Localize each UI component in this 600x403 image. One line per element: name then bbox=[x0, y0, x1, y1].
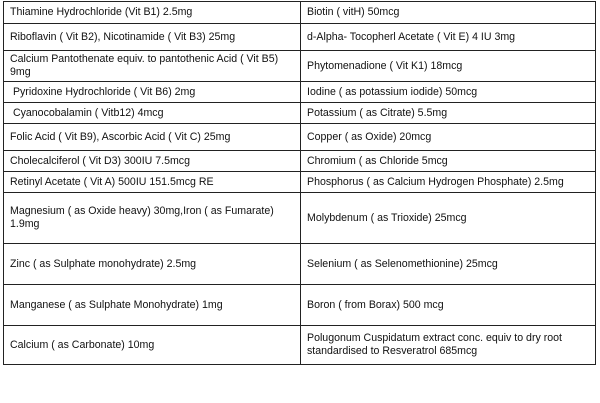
table-row bbox=[4, 151, 596, 172]
ingredient-cell-right: Potassium ( as Citrate) 5.5mg bbox=[301, 103, 596, 124]
ingredient-cell-right: Copper ( as Oxide) 20mcg bbox=[301, 124, 596, 151]
ingredient-cell-right: Phytomenadione ( Vit K1) 18mcg bbox=[301, 51, 596, 82]
table-row bbox=[4, 285, 596, 326]
ingredient-cell-left: Cholecalciferol ( Vit D3) 300IU 7.5mcg bbox=[4, 151, 301, 172]
table-row bbox=[4, 172, 596, 193]
table-row bbox=[4, 326, 596, 365]
ingredient-cell-right: Polugonum Cuspidatum extract conc. equiv to dry root standardised to Resveratrol 685mcg bbox=[301, 326, 596, 365]
table-row bbox=[4, 244, 596, 285]
ingredient-cell-left: Riboflavin ( Vit B2), Nicotinamide ( Vit B3) 25mg bbox=[4, 24, 301, 51]
ingredient-cell-right: Biotin ( vitH) 50mcg bbox=[301, 2, 596, 24]
table-row bbox=[4, 24, 596, 51]
ingredient-cell-left: Calcium ( as Carbonate) 10mg bbox=[4, 326, 301, 365]
ingredient-cell-left: Magnesium ( as Oxide heavy) 30mg,Iron ( as Fumarate) 1.9mg bbox=[4, 193, 301, 244]
ingredient-cell-left: Thiamine Hydrochloride (Vit B1) 2.5mg bbox=[4, 2, 301, 24]
ingredient-cell-right: d-Alpha- Tocopherl Acetate ( Vit E) 4 IU 3mg bbox=[301, 24, 596, 51]
ingredient-cell-left: Zinc ( as Sulphate monohydrate) 2.5mg bbox=[4, 244, 301, 285]
table-row bbox=[4, 103, 596, 124]
ingredient-cell-right: Iodine ( as potassium iodide) 50mcg bbox=[301, 82, 596, 103]
table-row bbox=[4, 193, 596, 244]
ingredients-table bbox=[3, 1, 596, 365]
ingredient-cell-right: Boron ( from Borax) 500 mcg bbox=[301, 285, 596, 326]
ingredient-cell-right: Chromium ( as Chloride 5mcg bbox=[301, 151, 596, 172]
ingredient-cell-right: Molybdenum ( as Trioxide) 25mcg bbox=[301, 193, 596, 244]
ingredient-cell-right: Phosphorus ( as Calcium Hydrogen Phosphate) 2.5mg bbox=[301, 172, 596, 193]
ingredient-cell-left: Manganese ( as Sulphate Monohydrate) 1mg bbox=[4, 285, 301, 326]
table-row bbox=[4, 2, 596, 24]
table-row bbox=[4, 82, 596, 103]
table-row bbox=[4, 124, 596, 151]
ingredient-cell-left: Retinyl Acetate ( Vit A) 500IU 151.5mcg RE bbox=[4, 172, 301, 193]
ingredient-cell-left: Calcium Pantothenate equiv. to pantothenic Acid ( Vit B5) 9mg bbox=[4, 51, 301, 82]
ingredient-cell-left: Pyridoxine Hydrochloride ( Vit B6) 2mg bbox=[4, 82, 301, 103]
ingredient-cell-left: Cyanocobalamin ( Vitb12) 4mcg bbox=[4, 103, 301, 124]
table-row bbox=[4, 51, 596, 82]
ingredient-cell-left: Folic Acid ( Vit B9), Ascorbic Acid ( Vit C) 25mg bbox=[4, 124, 301, 151]
ingredient-cell-right: Selenium ( as Selenomethionine) 25mcg bbox=[301, 244, 596, 285]
